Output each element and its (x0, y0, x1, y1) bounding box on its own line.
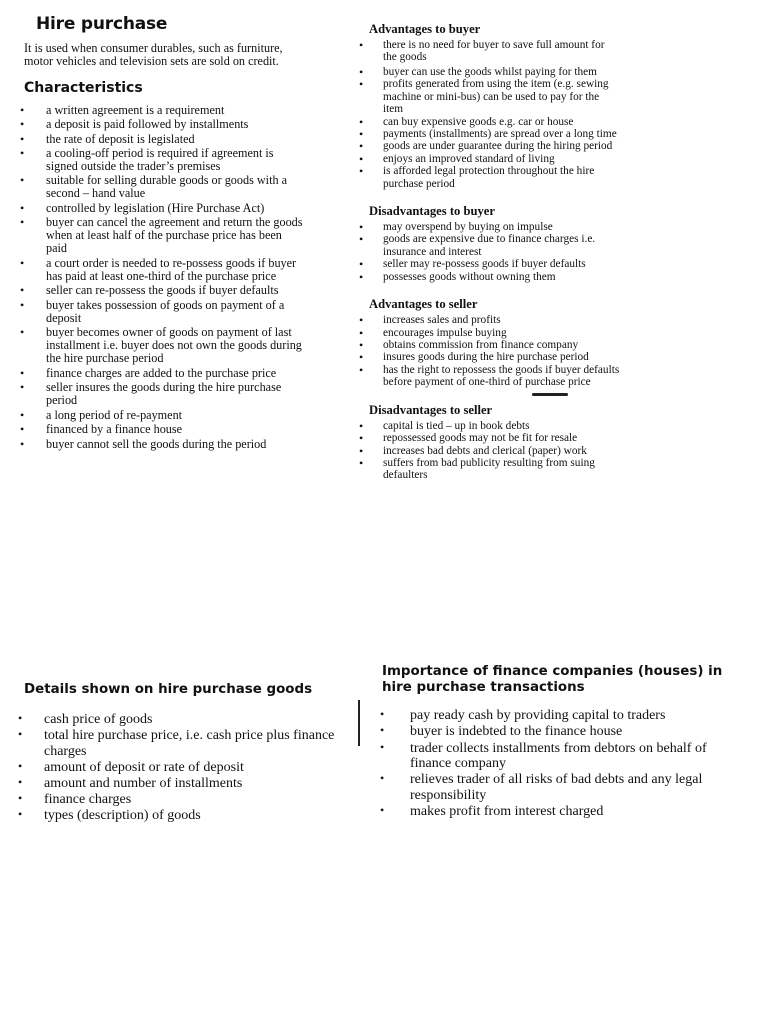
disadvantages-buyer-heading: Disadvantages to buyer (369, 204, 495, 219)
list-item: • makes profit from interest charged (378, 804, 723, 819)
list-item: • can buy expensive goods e.g. car or house (355, 116, 620, 128)
details-list (18, 712, 353, 824)
list-item: • buyer cannot sell the goods during the period (20, 438, 305, 451)
list-item: • controlled by legislation (Hire Purchase Act) (20, 202, 305, 215)
list-item: • increases sales and profits (355, 314, 620, 326)
list-item: • buyer can use the goods whilst paying for them (355, 66, 620, 78)
right-column (355, 22, 620, 496)
list-item: • goods are expensive due to finance charges i.e. insurance and interest (355, 233, 620, 258)
list-item: • suitable for selling durable goods or goods with a second – hand value (20, 174, 305, 200)
list-item: • amount and number of installments (18, 776, 353, 791)
list-item: • seller can re-possess the goods if buyer defaults (20, 284, 305, 297)
list-item: • finance charges are added to the purchase price (20, 367, 305, 380)
list-item: • financed by a finance house (20, 423, 305, 436)
list-item: • suffers from bad publicity resulting from suing defaulters (355, 457, 620, 482)
advantages-seller-list (355, 314, 620, 389)
hire-purchase-title: Hire purchase (36, 14, 168, 34)
list-item: • trader collects installments from debtors on behalf of finance company (378, 741, 723, 772)
list-item: • there is no need for buyer to save full amount for the goods (355, 39, 620, 64)
list-item: • payments (installments) are spread over a long time (355, 128, 620, 140)
list-item: • buyer takes possession of goods on payment of a deposit (20, 299, 305, 325)
advantages-buyer-section (355, 22, 620, 190)
disadvantages-seller-section (355, 403, 620, 482)
list-item: • buyer becomes owner of goods on payment of last installment i.e. buyer does not own the goods during the hire purchase period (20, 326, 305, 365)
disadvantages-seller-list (355, 420, 620, 482)
advantages-buyer-heading: Advantages to buyer (369, 22, 481, 36)
advantages-buyer-list (355, 39, 620, 190)
list-item: • pay ready cash by providing capital to traders (378, 708, 723, 723)
list-item: • repossessed goods may not be fit for resale (355, 432, 620, 444)
list-item: • seller may re-possess goods if buyer defaults (355, 258, 620, 270)
finance-companies-list (378, 708, 723, 819)
scratch-mark (532, 393, 568, 396)
list-item: • is afforded legal protection throughout the hire purchase period (355, 165, 620, 190)
list-item: • enjoys an improved standard of living (355, 153, 620, 165)
list-item: • types (description) of goods (18, 808, 353, 823)
list-item: • total hire purchase price, i.e. cash price plus finance charges (18, 728, 353, 759)
list-item: • possesses goods without owning them (355, 271, 620, 283)
list-item: • has the right to repossess the goods if buyer defaults before payment of one-third of purchase price (355, 364, 620, 389)
list-item: • amount of deposit or rate of deposit (18, 760, 353, 775)
list-item: • cash price of goods (18, 712, 353, 727)
list-item: • finance charges (18, 792, 353, 807)
list-item: • a deposit is paid followed by installments (20, 118, 305, 131)
list-item: • a long period of re-payment (20, 409, 305, 422)
advantages-seller-heading: Advantages to seller (369, 297, 478, 312)
list-item: • seller insures the goods during the hire purchase period (20, 381, 305, 407)
list-item: • may overspend by buying on impulse (355, 221, 620, 233)
finance-companies-heading: Importance of finance companies (houses) in hire purchase transactions (382, 664, 723, 696)
list-item: • the rate of deposit is legislated (20, 133, 305, 146)
list-item: • insures goods during the hire purchase period (355, 351, 620, 363)
list-item: • a cooling-off period is required if agreement is signed outside the trader’s premises (20, 147, 305, 173)
details-section (18, 682, 353, 825)
disadvantages-buyer-section (355, 204, 620, 283)
advantages-seller-section (355, 297, 620, 389)
list-item: • goods are under guarantee during the hiring period (355, 140, 620, 152)
characteristics-heading: Characteristics (24, 79, 143, 96)
list-item: • a court order is needed to re-possess goods if buyer has paid at least one-third of the purchase price (20, 257, 305, 283)
list-item: • relieves trader of all risks of bad debts and any legal responsibility (378, 772, 723, 803)
divider-line (358, 700, 360, 746)
disadvantages-seller-heading: Disadvantages to seller (369, 402, 493, 417)
characteristics-list (20, 104, 305, 451)
details-heading: Details shown on hire purchase goods (24, 682, 313, 697)
list-item: • buyer can cancel the agreement and return the goods when at least half of the purchase price has been paid (20, 216, 305, 255)
disadvantages-buyer-list (355, 221, 620, 283)
list-item: • obtains commission from finance company (355, 339, 620, 351)
list-item: • profits generated from using the item (e.g. sewing machine or mini-bus) can be used to pay for the item (355, 78, 620, 115)
finance-companies-section (378, 664, 723, 820)
list-item: • capital is tied – up in book debts (355, 420, 620, 432)
list-item: • buyer is indebted to the finance house (378, 724, 723, 739)
list-item: • a written agreement is a requirement (20, 104, 305, 117)
hire-purchase-intro: It is used when consumer durables, such as furniture, motor vehicles and television sets are sold on credit. (24, 41, 283, 68)
list-item: • increases bad debts and clerical (paper) work (355, 445, 620, 457)
list-item: • encourages impulse buying (355, 327, 620, 339)
left-column (20, 14, 305, 452)
